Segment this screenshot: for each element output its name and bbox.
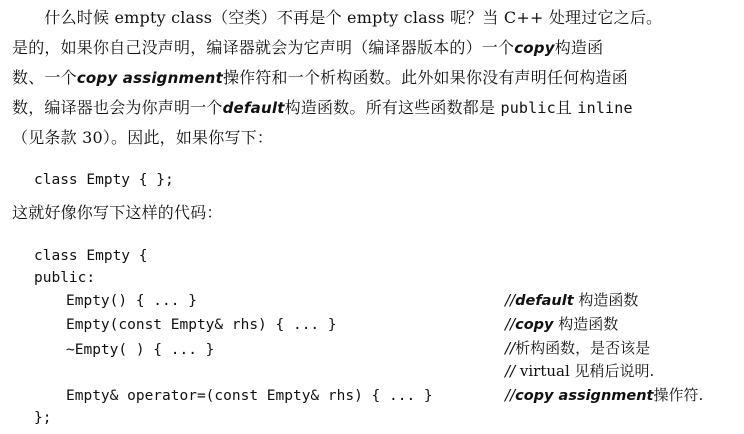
comment-slashes: //	[505, 315, 516, 333]
italic-term-default: default	[222, 99, 285, 117]
italic-term-default: default	[515, 293, 574, 309]
code-line-empty-class: class Empty { };	[34, 172, 174, 188]
comment-5	[505, 385, 703, 406]
comment-4	[505, 361, 654, 381]
text-run: 数，编译器也会为你声明一个	[12, 98, 223, 117]
text-run: 这就好像你写下这样的代码：	[12, 203, 223, 222]
paragraph-line-2	[12, 38, 603, 58]
comment-text: 操作符.	[653, 386, 704, 404]
text-run: 什么时候 empty class（空类）不再是个 empty class 呢？当 C++ 处理过它之后。	[12, 8, 663, 27]
comment-2	[505, 314, 618, 335]
code-term-inline: inline	[577, 99, 633, 117]
paragraph-line-3	[12, 68, 628, 88]
text-run: 且	[555, 98, 573, 117]
code-line-3: Empty() { ... }	[66, 293, 197, 309]
code-line-5: ~Empty( ) { ... }	[66, 342, 215, 358]
code-line-2: public:	[34, 270, 96, 286]
text-run: 操作符和一个析构函数。此外如果你没有声明任何构造函	[222, 68, 628, 87]
comment-text: 析构函数，是否该是	[515, 339, 651, 357]
code-term-public: public	[500, 99, 556, 117]
text-run: 数、一个	[12, 68, 77, 87]
paragraph-2	[12, 203, 223, 223]
text-run: 构造函	[554, 38, 604, 57]
text-run: （见条款 30）。因此，如果你写下：	[12, 128, 274, 147]
comment-text: 构造函数	[573, 291, 639, 309]
comment-slashes: //	[505, 291, 516, 309]
comment-text: virtual 见稍后说明.	[515, 362, 655, 380]
paragraph-line-5	[12, 128, 273, 148]
code-line-8: };	[34, 410, 52, 426]
paragraph-line-1	[12, 8, 662, 28]
italic-term-copy-assignment: copy assignment	[76, 69, 223, 87]
comment-3	[505, 338, 650, 358]
paragraph-line-4	[12, 98, 633, 118]
comment-slashes: //	[505, 339, 516, 357]
text-run: 构造函数。所有这些函数都是	[284, 98, 496, 117]
italic-term-copy: copy	[515, 317, 554, 333]
code-line-1: class Empty {	[34, 248, 148, 264]
code-line-7: Empty& operator=(const Empty& rhs) { ... }	[66, 388, 433, 404]
comment-text: 构造函数	[553, 315, 619, 333]
italic-term-copy: copy	[514, 39, 555, 57]
comment-1	[505, 290, 638, 311]
italic-term-copy-assignment: copy assignment	[515, 388, 654, 404]
text-run: 是的，如果你自己没声明，编译器就会为它声明（编译器版本的）一个	[12, 38, 515, 57]
comment-slashes: //	[505, 386, 516, 404]
comment-slashes: //	[505, 362, 516, 380]
code-line-4: Empty(const Empty& rhs) { ... }	[66, 317, 337, 333]
